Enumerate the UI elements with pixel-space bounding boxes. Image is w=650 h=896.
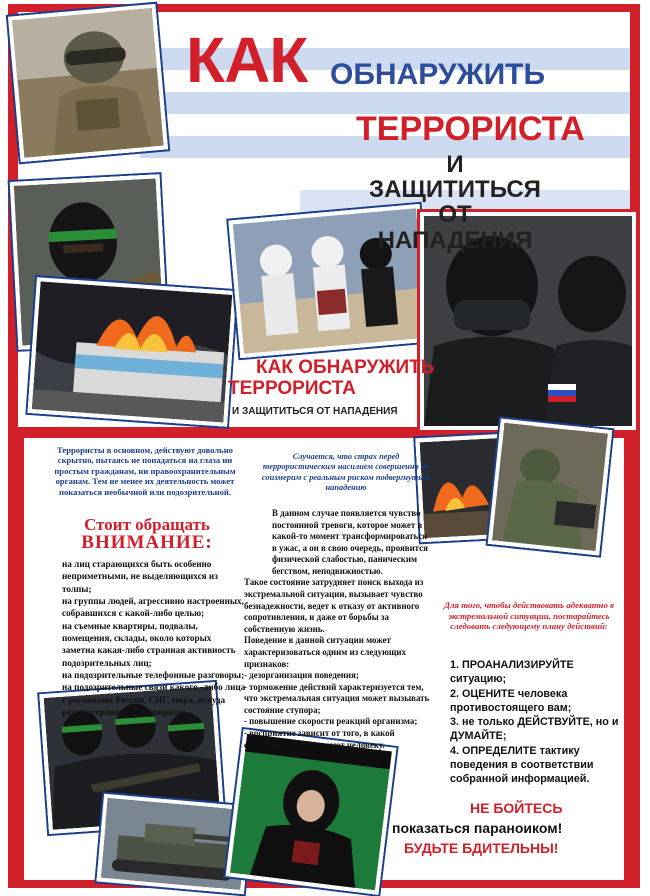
middle-paragraph: - повышение скорости реакций организма; (244, 716, 418, 727)
soldier-photo (8, 4, 168, 162)
middle-paragraph: - восприятие зависит от того, в какой ситуации и где угрожают человеку. (244, 727, 395, 750)
action-step: 3. не только ДЕЙСТВУЙТЕ, но и ДУМАЙТЕ; (450, 716, 619, 743)
attention-item: на съемные квартиры, подвалы, помещения, склады, около которых заметна какая-либо странная активность подозрительных лиц; (62, 620, 236, 668)
headline-detect: ОБНАРУЖИТЬ (330, 58, 546, 91)
right-intro-text: Для того, чтобы действовать адекватно в экстремальной ситуации, постарайтесь следовать следующему плану действий: (444, 600, 614, 632)
attention-item: на подозрительные телефонные разговоры; (62, 669, 245, 680)
headline-kak: КАК (186, 24, 308, 96)
headline-protect (360, 152, 550, 253)
attention-item: на лиц старающихся быть особенно неприметными, не выделяющихся из толпы; (62, 559, 218, 594)
middle-paragraph: - торможение действий характеризуется тем, что экстремальная ситуация может вызывать состояние ступора; (244, 681, 430, 715)
footer-line3: БУДЬТЕ БДИТЕЛЬНЫ! (404, 840, 559, 856)
burning-bus-photo (28, 277, 237, 427)
woman-militant-photo (226, 729, 397, 895)
action-step: 4. ОПРЕДЕЛИТЕ тактику поведения в соответствии собранной информацией. (450, 744, 594, 785)
attention-heading-line1: Стоит обращать (84, 515, 210, 534)
attention-list (34, 558, 246, 718)
mid-title-line1: КАК ОБНАРУЖИТЬ (256, 357, 435, 378)
attention-item: на группы людей, агрессивно настроенных, собравшихся с какой-либо целью; (62, 595, 244, 619)
middle-paragraph: Поведение в данной ситуации может характеризоваться одним из следующих признаков: (244, 635, 406, 669)
left-intro-text: Террористы в основном, действуют довольно скрытно, пытаясь не попадаться на глаза ни простым гражданам, ни правоохранительным органам. Тем не менее их деятельность может показаться необычной или подозрительной. (54, 445, 236, 497)
middle-body (244, 508, 432, 751)
middle-intro-text: Случается, что страх перед террористическим насилием совершенно не соизмерим с реальным риском подвергнуться нападению (261, 452, 431, 492)
action-steps (450, 658, 630, 786)
headline-protect-line1: И ЗАЩИТИТЬСЯ (369, 151, 541, 204)
footer-line1: НЕ БОЙТЕСЬ (470, 800, 563, 816)
headline-terrorist: ТЕРРОРИСТА (356, 110, 585, 148)
middle-paragraph: Такое состояние затрудняет поиск выхода из экстремальной ситуации, вызывает чувство безнадежности, ведет к отказу от активного сопротивления, и даже от борьбы за собственную жизнь. (244, 577, 424, 634)
middle-paragraph: В данном случае появляется чувство постоянной тревоги, которое может в какой-то момент трансформироваться в ужас, а он в свою очередь, проявится физической слабостью, паническим бегством, неподвижностью. (272, 508, 428, 576)
footer-line2: показаться параноиком! (392, 820, 563, 836)
armored-vehicle-photo (96, 794, 251, 895)
arrest-photo (488, 418, 613, 555)
action-step: 2. ОЦЕНИТЕ человека противостоящего вам; (450, 687, 572, 714)
mid-title-line2: ТЕРРОРИСТА (228, 378, 356, 399)
mid-title-line3: И ЗАЩИТИТЬСЯ ОТ НАПАДЕНИЯ (232, 406, 398, 417)
middle-paragraph: - дезорганизация поведения; (244, 670, 359, 681)
attention-heading-line2: ВНИМАНИЕ: (81, 532, 213, 553)
action-step: 1. ПРОАНАЛИЗИРУЙТЕ ситуацию; (450, 659, 574, 686)
headline-protect-line2: ОТ НАПАДЕНИЯ (377, 201, 533, 254)
attention-item: на подозрительные связи какого -либо лица с регионами России, СНГ, мира, откуда распространяется терроризм. (62, 682, 246, 717)
